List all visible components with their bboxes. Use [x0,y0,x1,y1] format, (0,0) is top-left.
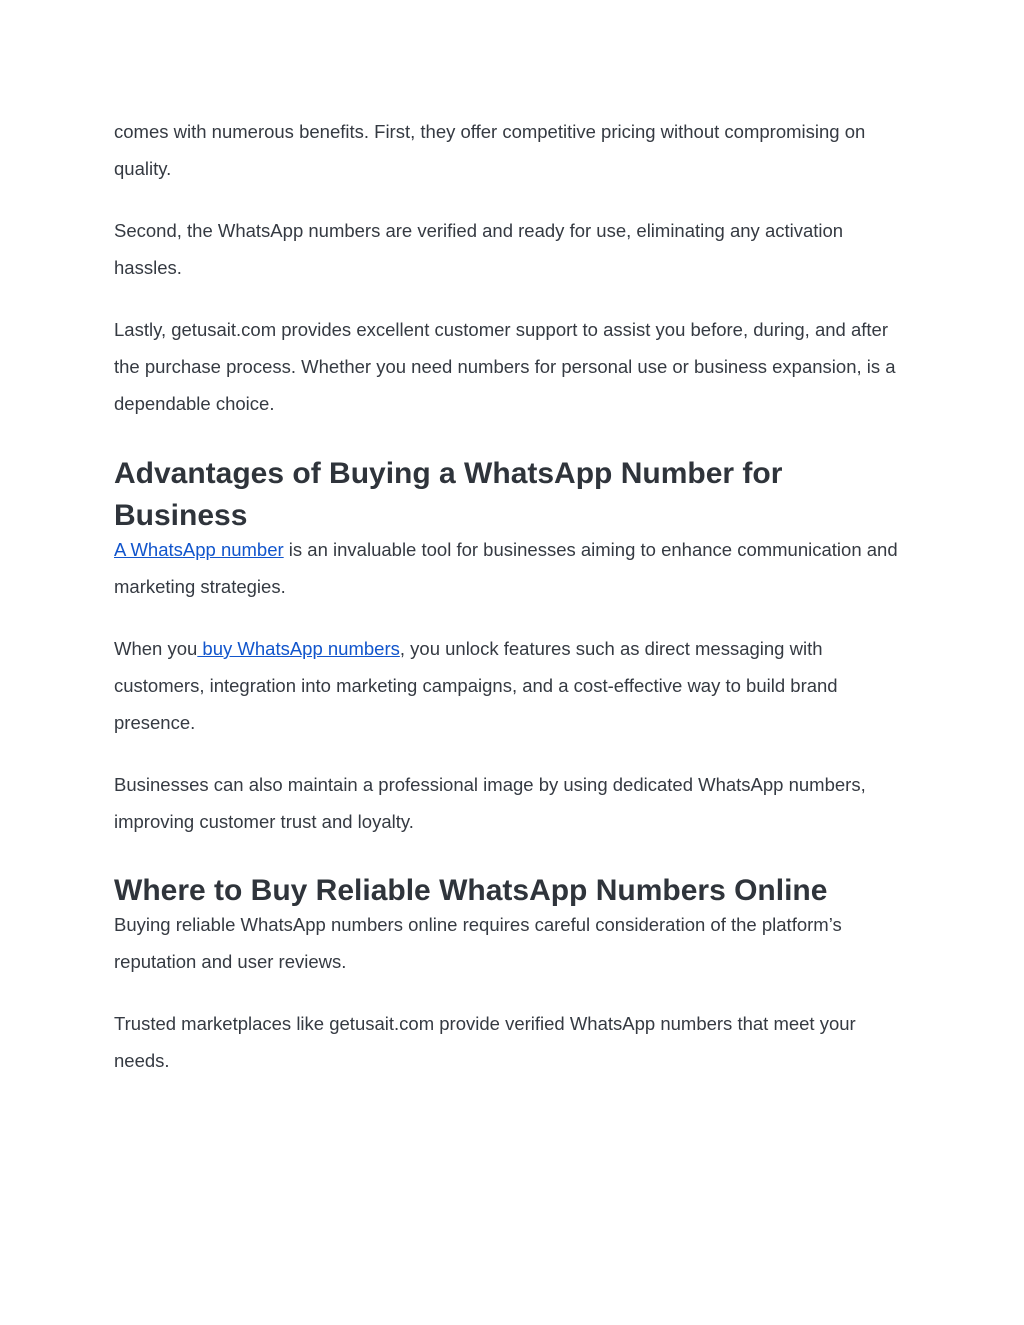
where-paragraph-1: Buying reliable WhatsApp numbers online requires careful consideration of the platform’s reputation and user reviews. [114,914,842,972]
heading-where-to-buy: Where to Buy Reliable WhatsApp Numbers Online [114,874,828,907]
advantages-paragraph-1 [114,531,914,605]
whatsapp-number-link[interactable]: A WhatsApp number [114,539,284,560]
advantages-paragraph-2-start: When you [114,638,198,659]
intro-paragraph-2: Second, the WhatsApp numbers are verified and ready for use, eliminating any activation hassles. [114,220,844,278]
intro-paragraph-1: comes with numerous benefits. First, they offer competitive pricing without compromising on quality. [114,121,866,179]
advantages-paragraph-2-text: , you unlock features such as direct messaging with customers, integration into marketing campaigns, and a cost-effective way to build brand presence. [114,638,838,733]
document-page [114,113,914,1079]
intro-paragraph-3: Lastly, getusait.com provides excellent customer support to assist you before, during, and after the purchase process. Whether you need numbers for personal use or business expansion, is a dependable choice. [114,319,896,414]
buy-whatsapp-numbers-link[interactable]: buy WhatsApp numbers [197,638,400,659]
where-paragraph-2: Trusted marketplaces like getusait.com provide verified WhatsApp numbers that meet your needs. [114,1013,856,1071]
advantages-paragraph-3: Businesses can also maintain a professional image by using dedicated WhatsApp numbers, improving customer trust and loyalty. [114,774,866,832]
advantages-paragraph-2 [114,630,914,741]
advantages-paragraph-1-text: is an invaluable tool for businesses aiming to enhance communication and marketing strategies. [114,539,898,597]
heading-advantages: Advantages of Buying a WhatsApp Number for Business [114,457,783,532]
